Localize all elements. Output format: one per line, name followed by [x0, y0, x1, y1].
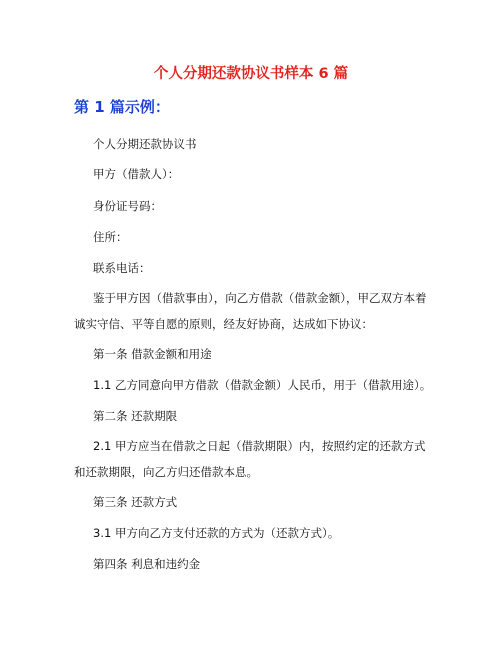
article-3-heading: 第三条 还款方式 — [93, 495, 178, 509]
paragraph-id-number: 身份证号码： — [93, 199, 162, 213]
clause-3-1: 3.1 甲方向乙方支付还款的方式为（还款方式）。 — [93, 526, 340, 540]
article-4-heading: 第四条 利息和违约金 — [93, 557, 201, 571]
paragraph-phone: 联系电话： — [93, 261, 151, 275]
paragraph-address: 住所： — [93, 230, 128, 244]
document-title: 个人分期还款协议书样本 6 篇 — [153, 66, 349, 82]
article-2-heading: 第二条 还款期限 — [93, 409, 178, 423]
clause-2-1: 2.1 甲方应当在借款之日起（借款期限）内，按照约定的还款方式和还款期限，向乙方归还借款本息。 — [74, 439, 426, 479]
paragraph-preamble: 鉴于甲方因（借款事由），向乙方借款（借款金额），甲乙双方本着诚实守信、平等自愿的原则，经友好协商，达成如下协议： — [74, 291, 427, 331]
section-heading: 第 1 篇示例： — [74, 98, 170, 116]
paragraph-party-a: 甲方（借款人）： — [93, 167, 180, 181]
paragraph-agreement-name: 个人分期还款协议书 — [93, 137, 197, 151]
clause-1-1: 1.1 乙方同意向甲方借款（借款金额）人民币，用于（借款用途）。 — [93, 378, 432, 392]
article-1-heading: 第一条 借款金额和用途 — [93, 347, 212, 361]
